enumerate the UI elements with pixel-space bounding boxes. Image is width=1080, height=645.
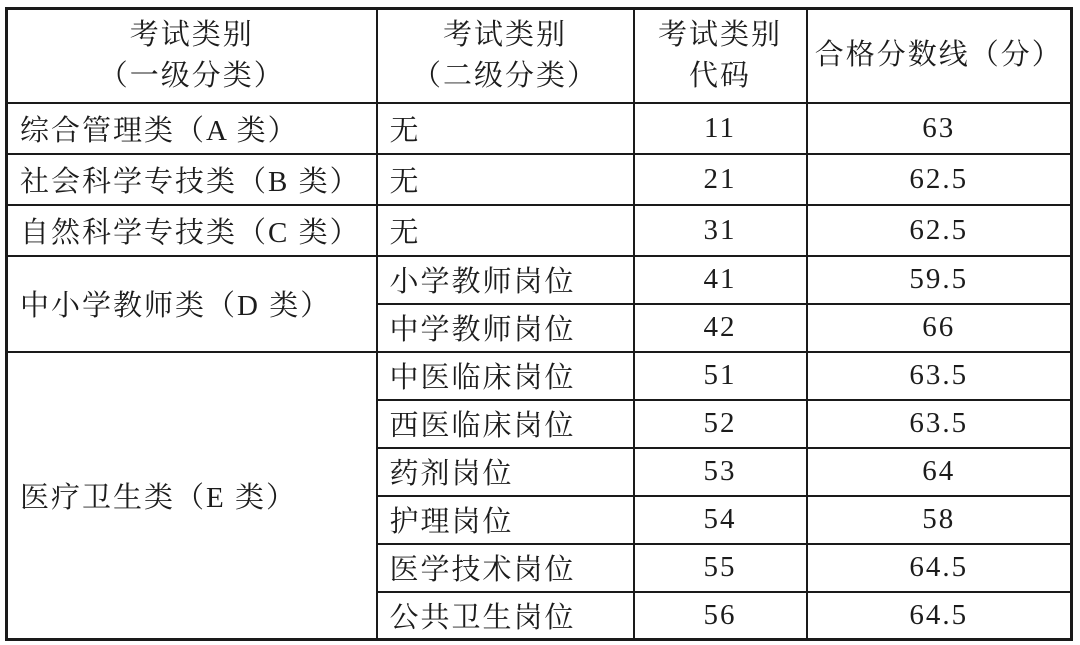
- code-cell: 51: [634, 352, 807, 400]
- header-line: 考试类别: [657, 18, 782, 51]
- code-cell: 55: [634, 544, 807, 592]
- subcategory-cell: 护理岗位: [377, 496, 634, 544]
- score-cell: 63.5: [807, 400, 1072, 448]
- score-cell: 63: [807, 103, 1072, 154]
- table-row: [7, 205, 1072, 256]
- score-cell: 58: [807, 496, 1072, 544]
- code-cell: 52: [634, 400, 807, 448]
- subcategory-cell: 西医临床岗位: [377, 400, 634, 448]
- category-cell: 综合管理类（A 类）: [7, 103, 377, 154]
- code-cell: 31: [634, 205, 807, 256]
- subcategory-cell: 药剂岗位: [377, 448, 634, 496]
- code-cell: 42: [634, 304, 807, 352]
- score-cell: 63.5: [807, 352, 1072, 400]
- score-cell: 66: [807, 304, 1072, 352]
- score-cell: 64.5: [807, 544, 1072, 592]
- code-cell: 53: [634, 448, 807, 496]
- code-cell: 54: [634, 496, 807, 544]
- subcategory-cell: 无: [377, 154, 634, 205]
- subcategory-cell: 无: [377, 103, 634, 154]
- category-cell: 自然科学专技类（C 类）: [7, 205, 377, 256]
- score-cell: 64: [807, 448, 1072, 496]
- subcategory-cell: 无: [377, 205, 634, 256]
- subcategory-cell: 公共卫生岗位: [377, 592, 634, 640]
- header-row: [7, 9, 1072, 103]
- header-line: 考试类别: [442, 18, 567, 51]
- table-row: [7, 154, 1072, 205]
- table-row: [7, 352, 1072, 400]
- score-cell: 62.5: [807, 154, 1072, 205]
- subcategory-cell: 医学技术岗位: [377, 544, 634, 592]
- header-line: （一级分类）: [98, 59, 285, 92]
- category-cell: 社会科学专技类（B 类）: [7, 154, 377, 205]
- category-cell: 医疗卫生类（E 类）: [7, 352, 377, 640]
- header-line: 合格分数线（分）: [814, 39, 1063, 72]
- table-row: [7, 103, 1072, 154]
- table-row: [7, 256, 1072, 304]
- exam-score-table: [5, 7, 1073, 641]
- score-cell: 62.5: [807, 205, 1072, 256]
- score-cell: 64.5: [807, 592, 1072, 640]
- header-cell-category-code: [634, 9, 807, 103]
- subcategory-cell: 中医临床岗位: [377, 352, 634, 400]
- category-cell: 中小学教师类（D 类）: [7, 256, 377, 352]
- code-cell: 41: [634, 256, 807, 304]
- code-cell: 21: [634, 154, 807, 205]
- code-cell: 56: [634, 592, 807, 640]
- header-cell-category-level1: [7, 9, 377, 103]
- header-cell-category-level2: [377, 9, 634, 103]
- header-line: 代码: [688, 59, 751, 92]
- header-cell-passing-score: [807, 9, 1072, 103]
- header-line: （二级分类）: [411, 59, 598, 92]
- score-cell: 59.5: [807, 256, 1072, 304]
- subcategory-cell: 中学教师岗位: [377, 304, 634, 352]
- subcategory-cell: 小学教师岗位: [377, 256, 634, 304]
- code-cell: 11: [634, 103, 807, 154]
- header-line: 考试类别: [129, 18, 254, 51]
